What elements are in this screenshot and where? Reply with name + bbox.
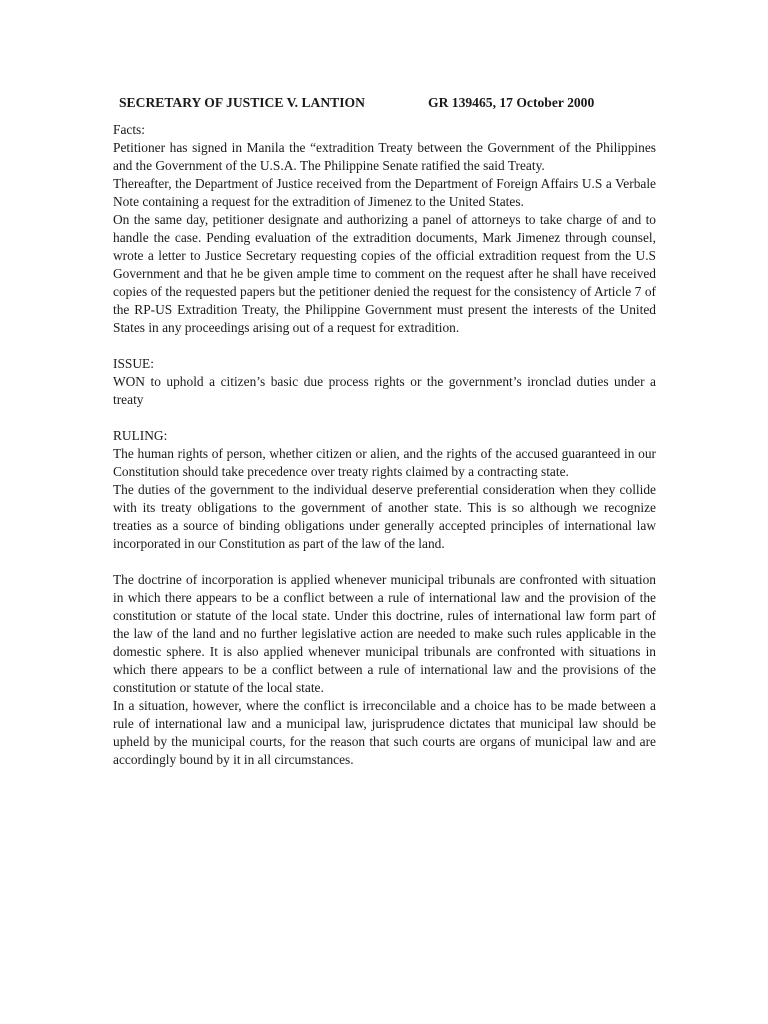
doctrine-paragraph: The doctrine of incorporation is applied whenever municipal tribunals are confronted with situation in which there appears to be a conflict between a rule of international law and the provision of the constitution or statute of the local state. Under this doctrine, rules of international law form part of the law of the land and no further legislative action are needed to make such rules applicable in the domestic sphere. It is also applied whenever municipal tribunals are confronted with situations in which there appears to be a conflict between a rule of international law and the provisions of the constitution or statute of the local state. [113, 572, 656, 695]
facts-section [113, 121, 656, 337]
issue-label: ISSUE: [113, 356, 154, 371]
facts-label: Facts: [113, 122, 145, 137]
document-page [113, 94, 656, 769]
facts-paragraph: Thereafter, the Department of Justice received from the Department of Foreign Affairs U.S a Verbale Note containing a request for the extradition of Jimenez to the United States. [113, 176, 656, 209]
facts-paragraph: On the same day, petitioner designate and authorizing a panel of attorneys to take charge of and to handle the case. Pending evaluation of the extradition documents, Mark Jimenez through counsel, wrote a letter to Justice Secretary requesting copies of the official extradition request from the U.S Government and that he be given ample time to comment on the request after he shall have received copies of the requested papers but the petitioner denied the request for the consistency of Article 7 of the RP-US Extradition Treaty, the Philippine Government must present the interests of the United States in any proceedings arising out of a request for extradition. [113, 212, 656, 335]
case-citation: GR 139465, 17 October 2000 [428, 95, 595, 110]
document-title [119, 94, 656, 112]
doctrine-paragraph: In a situation, however, where the conflict is irreconcilable and a choice has to be made between a rule of international law and a municipal law, jurisprudence dictates that municipal law should be upheld by the municipal courts, for the reason that such courts are organs of municipal law and are accordingly bound by it in all circumstances. [113, 698, 656, 767]
facts-paragraph: Petitioner has signed in Manila the “extradition Treaty between the Government of the Philippines and the Government of the U.S.A. The Philippine Senate ratified the said Treaty. [113, 140, 656, 173]
case-name: SECRETARY OF JUSTICE V. LANTION [119, 95, 365, 110]
doctrine-section [113, 571, 656, 769]
issue-paragraph: WON to uphold a citizen’s basic due process rights or the government’s ironclad duties under a treaty [113, 374, 656, 407]
issue-section [113, 355, 656, 409]
ruling-section [113, 427, 656, 553]
ruling-label: RULING: [113, 428, 168, 443]
ruling-paragraph: The duties of the government to the individual deserve preferential consideration when they collide with its treaty obligations to the government of another state. This is so although we recognize treaties as a source of binding obligations under generally accepted principles of international law incorporated in our Constitution as part of the law of the land. [113, 482, 656, 551]
ruling-paragraph: The human rights of person, whether citizen or alien, and the rights of the accused guaranteed in our Constitution should take precedence over treaty rights claimed by a contracting state. [113, 446, 656, 479]
